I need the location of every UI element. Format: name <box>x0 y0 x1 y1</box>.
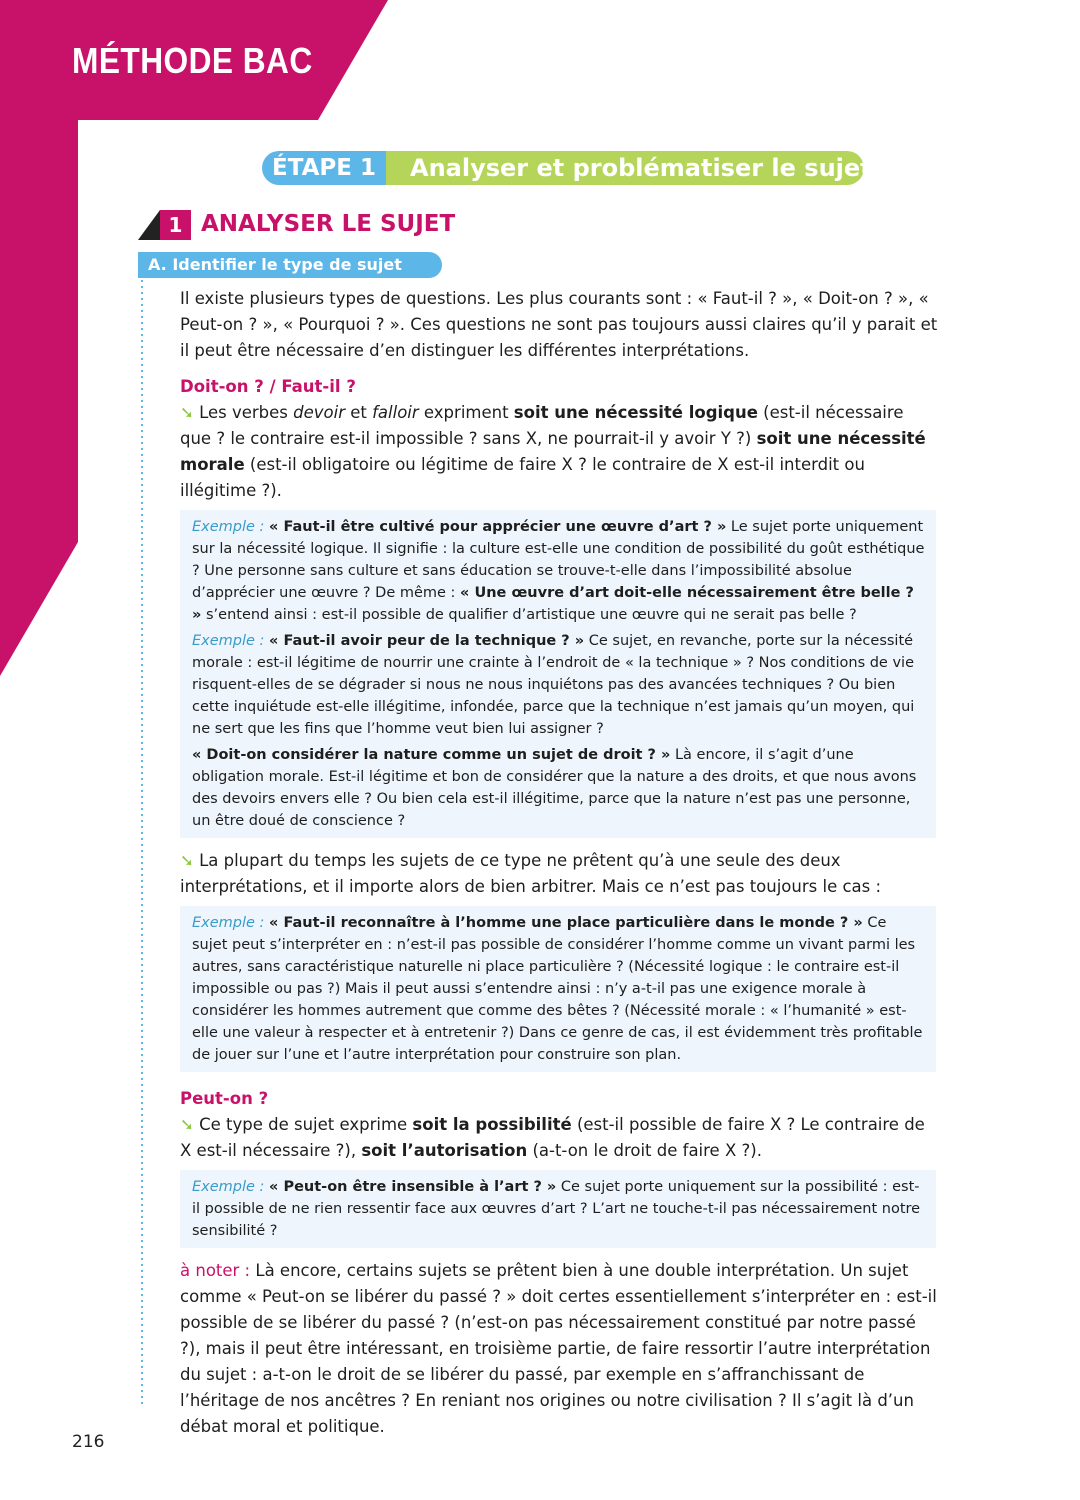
main-content <box>180 286 938 1440</box>
etape-label: ÉTAPE 1 <box>262 151 386 185</box>
section-title: ANALYSER LE SUJET <box>201 211 456 237</box>
example-box-1 <box>180 510 936 838</box>
doit-on-heading: Doit-on ? / Faut-il ? <box>180 377 356 396</box>
example-box-3 <box>180 1170 936 1248</box>
doit-on-paragraph: ➘ Les verbes devoir et falloir expriment soit une nécessité logique (est-il nécessaire que ? le contraire est-il impossible ? sans X, ne pourrait-il y avoir Y ?) soit une nécessité morale (est-il obligatoire ou légitime de faire X ? le contraire de X est-il interdit ou illégitime ?). <box>180 403 926 500</box>
a-noter-paragraph: à noter : Là encore, certains sujets se prêtent bien à une double interprétation. Un sujet comme « Peut-on se libérer du passé ? » doit certes essentiellement s’interpréter en : est-il possible de se libérer du passé ? (n’est-on pas nécessairement constitué par notre passé ?), mais il peut être intéressant, en troisième partie, de faire ressortir l’autre interprétation du sujet : a-t-on le droit de se libérer du passé, par exemple en s’affranchissant de l’héritage de nos ancêtres ? En reniant nos origines ou notre civilisation ? Il s’agit là d’un débat moral et politique. <box>180 1261 937 1436</box>
example-homme: Exemple : « Faut-il reconnaître à l’homme une place particulière dans le monde ? » Ce sujet peut s’interpréter en : n’est-il pas possible de considérer l’homme comme un vivant parmi les autres, sans caractéristique naturelle ni place particulière ? (Nécessité logique : le contraire est-il impossible ou pas ?) Mais il peut aussi s’entendre ainsi : n’y a-t-il pas une exigence morale à considérer les hommes autrement que comme des bêtes ? (Nécessité morale : « l’humanité » est-elle une valeur à respecter et à entretenir ?) Dans ce genre de cas, il est évidemment très profitable de jouer sur l’une et l’autre interprétation pour construire son plan. <box>192 915 923 1063</box>
chapter-header-title: MÉTHODE BAC <box>72 40 313 81</box>
page-number: 216 <box>72 1432 105 1452</box>
example-nature: « Doit-on considérer la nature comme un sujet de droit ? » Là encore, il s’agit d’une obligation morale. Est-il légitime et bon de considérer que la nature a des droits, et que nous avons des devoirs envers elle ? Ou bien cela est-il illégitime, parce que la nature n’est pas une personne, un être doué de conscience ? <box>192 747 917 829</box>
example-technique: Exemple : « Faut-il avoir peur de la technique ? » Ce sujet, en revanche, porte sur la nécessité morale : est-il légitime de nourrir une crainte à l’endroit de « la technique » ? Nos conditions de vie risquent-elles de se dégrader si nous ne nous inquiétons pas des avancées techniques ? Ou bien cette inquiétude est-elle illégitime, infondée, parce que la technique n’est jamais qu’un moyen, qui ne sert que les fins que l’homme veut bien lui assigner ? <box>192 633 915 737</box>
example-box-2 <box>180 906 936 1072</box>
green-arrow-icon: ➘ <box>180 403 194 422</box>
section-number-tab <box>138 210 160 240</box>
section-number: 1 <box>160 210 191 240</box>
example-culture: Exemple : « Faut-il être cultivé pour apprécier une œuvre d’art ? » Le sujet porte uniquement sur la nécessité logique. Il signifie : la culture est-elle une condition de possibilité du goût esthétique ? Une personne sans culture et sans éducation se trouve-t-elle dans l’impossibilité absolue d’apprécier une œuvre ? De même : « Une œuvre d’art doit-elle nécessairement être belle ? » s’entend ainsi : est-il possible de qualifier d’artistique une œuvre qui ne serait pas belle ? <box>192 519 925 623</box>
green-arrow-icon: ➘ <box>180 1115 194 1134</box>
example-art: Exemple : « Peut-on être insensible à l’art ? » Ce sujet porte uniquement sur la possibilité : est-il possible de ne rien ressentir face aux œuvres d’art ? L’art ne touche-t-il pas nécessairement notre sensibilité ? <box>192 1179 921 1239</box>
subsection-title: A. Identifier le type de sujet <box>138 252 442 278</box>
etape-title: Analyser et problématiser le sujet <box>386 151 864 185</box>
peut-on-paragraph: ➘ Ce type de sujet exprime soit la possibilité (est-il possible de faire X ? Le contraire de X est-il nécessaire ?), soit l’autorisation (a-t-on le droit de faire X ?). <box>180 1115 925 1160</box>
doit-on-paragraph-2: ➘ La plupart du temps les sujets de ce type ne prêtent qu’à une seule des deux interprétations, et il importe alors de bien arbitrer. Mais ce n’est pas toujours le cas : <box>180 851 882 896</box>
green-arrow-icon: ➘ <box>180 851 194 870</box>
intro-paragraph: Il existe plusieurs types de questions. Les plus courants sont : « Faut-il ? », « Doit-on ? », « Peut-on ? », « Pourquoi ? ». Ces questions ne sont pas toujours aussi claires qu’il y parait et il peut être nécessaire d’en distinguer les différentes interprétations. <box>180 289 938 360</box>
a-noter-label: à noter : <box>180 1261 251 1280</box>
peut-on-heading: Peut-on ? <box>180 1089 269 1108</box>
